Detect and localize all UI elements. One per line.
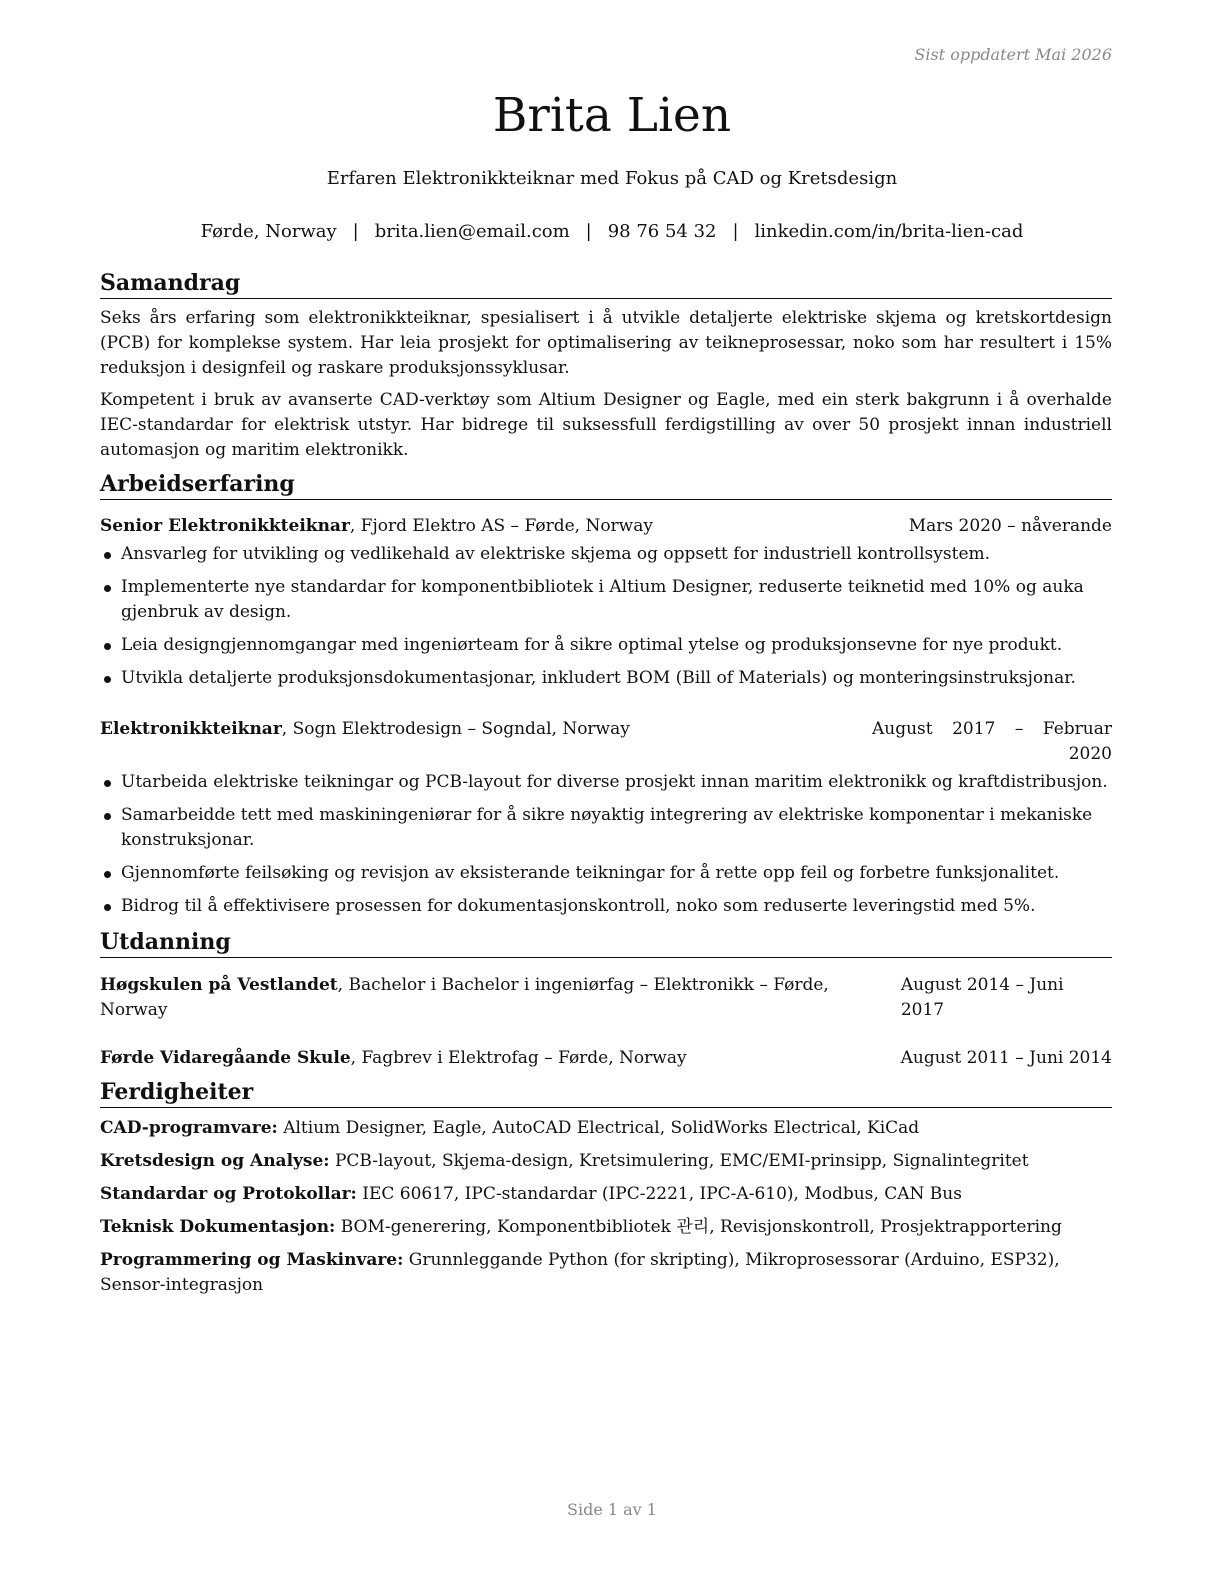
contact-line: [0, 219, 1224, 245]
summary-section: [100, 268, 1112, 463]
education-title-line: [100, 1046, 687, 1071]
contact-location: Førde, Norway: [200, 221, 337, 242]
contact-separator: |: [732, 221, 739, 242]
skill-value: BOM-generering, Komponentbibliotek 관리, Revisjonskontroll, Prosjektrapportering: [335, 1217, 1062, 1237]
job-title-line: [100, 514, 653, 539]
job-entry: [100, 514, 1112, 691]
job-dates: August 2017 – Februar 2020: [872, 719, 1112, 764]
contact-separator: |: [585, 221, 592, 242]
job-bullet: Utarbeida elektriske teikningar og PCB-layout for diverse prosjekt innan maritim elektronikk og kraftdistribusjon.: [100, 770, 1112, 795]
contact-email[interactable]: brita.lien@email.com: [374, 221, 570, 242]
job-bullets: [100, 770, 1112, 919]
job-bullet: Leia designgjennomgangar med ingeniørteam for å sikre optimal ytelse og produksjonsevne for nye produkt.: [100, 633, 1112, 658]
job-header: [100, 514, 1112, 539]
section-heading-skills: Ferdigheiter: [100, 1077, 1112, 1108]
job-bullet: Ansvarleg for utvikling og vedlikehald av elektriske skjema og oppsett for industriell kontrollsystem.: [100, 542, 1112, 567]
skill-value: IEC 60617, IPC-standardar (IPC-2221, IPC-A-610), Modbus, CAN Bus: [356, 1184, 962, 1204]
page-number: Side 1 av 1: [567, 1500, 657, 1519]
summary-paragraph: Kompetent i bruk av avanserte CAD-verktøy som Altium Designer og Eagle, med ein sterk bakgrunn i å overhalde IEC-standardar for elektrisk utstyr. Har bidrege til suksessfull ferdigstilling av over 50 prosjekt innan industriell automasjon og maritim elektronikk.: [100, 390, 1112, 460]
skill-row: [100, 1182, 1112, 1207]
skill-value: Altium Designer, Eagle, AutoCAD Electrical, SolidWorks Electrical, KiCad: [277, 1118, 920, 1138]
summary-paragraph: Seks års erfaring som elektronikkteiknar, spesialisert i å utvikle detaljerte elektriske skjema og kretskortdesign (PCB) for komplekse system. Har leia prosjekt for optimalisering av teikneprosessar, noko som har resultert i 15% reduksjon i designfeil og raskare produksjonssyklusar.: [100, 308, 1112, 378]
job-title-line: [100, 717, 630, 767]
job-header: [100, 717, 1112, 767]
skill-row: [100, 1149, 1112, 1174]
education-entry: [100, 973, 1112, 1023]
job-bullets: [100, 542, 1112, 691]
education-dates: August 2011 – Juni 2014: [900, 1048, 1112, 1068]
education-title-line: [100, 973, 901, 1023]
job-role: Senior Elektronikkteiknar: [100, 516, 350, 536]
skill-label: Programmering og Maskinvare:: [100, 1250, 404, 1270]
tagline: Erfaren Elektronikkteiknar med Fokus på CAD og Kretsdesign: [326, 168, 898, 189]
job-bullet: Utvikla detaljerte produksjonsdokumentasjonar, inkludert BOM (Bill of Materials) og monteringsinstruksjonar.: [100, 666, 1112, 691]
education-section: [100, 927, 1112, 1071]
education-dates: August 2014 – Juni 2017: [900, 975, 1064, 1020]
contact-phone: 98 76 54 32: [607, 221, 717, 242]
skill-label: Kretsdesign og Analyse:: [100, 1151, 330, 1171]
skill-row: [100, 1116, 1112, 1141]
skill-label: Teknisk Dokumentasjon:: [100, 1217, 336, 1237]
experience-section: [100, 469, 1112, 919]
resume-body: [100, 268, 1112, 1304]
skill-value: PCB-layout, Skjema-design, Kretsimulering, EMC/EMI-prinsipp, Signalintegritet: [329, 1151, 1029, 1171]
section-heading-summary: Samandrag: [100, 268, 1112, 299]
job-bullet: Gjennomførte feilsøking og revisjon av eksisterande teikningar for å rette opp feil og forbetre funksjonalitet.: [100, 861, 1112, 886]
section-heading-education: Utdanning: [100, 927, 1112, 958]
job-bullet: Bidrog til å effektivisere prosessen for dokumentasjonskontroll, noko som reduserte leveringstid med 5%.: [100, 894, 1112, 919]
contact-linkedin[interactable]: linkedin.com/in/brita-lien-cad: [754, 221, 1024, 242]
candidate-name: Brita Lien: [492, 88, 732, 143]
job-role: Elektronikkteiknar: [100, 719, 282, 739]
skill-label: CAD-programvare:: [100, 1118, 278, 1138]
education-school: Førde Vidaregåande Skule: [100, 1048, 351, 1068]
skill-row: [100, 1248, 1112, 1298]
job-organization: , Sogn Elektrodesign – Sogndal, Norway: [281, 719, 630, 739]
job-bullet: Samarbeidde tett med maskiningeniørar for å sikre nøyaktig integrering av elektriske komponentar i mekaniske konstruksjonar.: [100, 803, 1112, 853]
skill-label: Standardar og Protokollar:: [100, 1184, 357, 1204]
job-dates: Mars 2020 – nåverande: [908, 516, 1112, 536]
skill-row: [100, 1215, 1112, 1240]
education-entry: [100, 1046, 1112, 1071]
job-bullet: Implementerte nye standardar for komponentbibliotek i Altium Designer, reduserte teiknetid med 10% og auka gjenbruk av design.: [100, 575, 1112, 625]
skills-section: [100, 1077, 1112, 1298]
job-entry: [100, 717, 1112, 919]
education-detail: , Fagbrev i Elektrofag – Førde, Norway: [350, 1048, 687, 1068]
section-heading-experience: Arbeidserfaring: [100, 469, 1112, 500]
last-updated: Sist oppdatert Mai 2026: [914, 45, 1112, 64]
education-school: Høgskulen på Vestlandet: [100, 975, 338, 995]
contact-separator: |: [352, 221, 359, 242]
education-detail: , Bachelor i Bachelor i ingeniørfag – Elektronikk – Førde, Norway: [100, 975, 829, 1020]
job-organization: , Fjord Elektro AS – Førde, Norway: [349, 516, 653, 536]
skill-value: Grunnleggande Python (for skripting), Mikroprosessorar (Arduino, ESP32), Sensor-integrasjon: [100, 1250, 1060, 1295]
